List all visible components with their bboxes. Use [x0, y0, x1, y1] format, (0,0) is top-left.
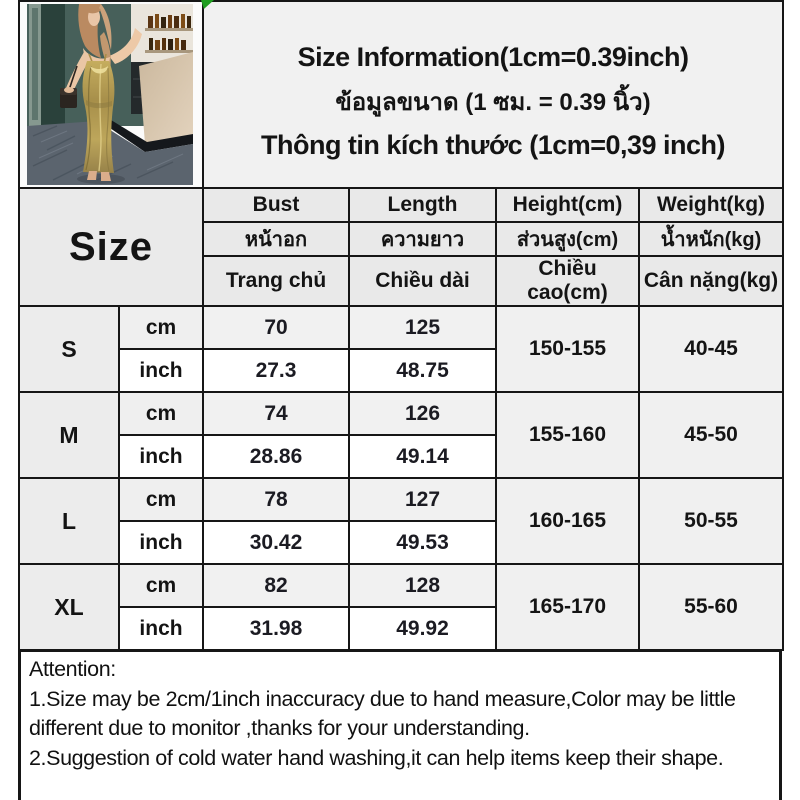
size-label-l: L: [19, 478, 119, 564]
size-label-s: S: [19, 306, 119, 392]
size-info-title-stack: [204, 28, 782, 161]
size-info-title-cell: [203, 1, 783, 188]
attention-box: [18, 649, 782, 800]
col-header-height-vi: Chiều cao(cm): [496, 256, 639, 306]
unit-inch: inch: [119, 521, 203, 564]
xl-height: 165-170: [496, 564, 639, 650]
l-bust-inch: 30.42: [203, 521, 349, 564]
unit-cm: cm: [119, 564, 203, 607]
title-english: Size Information(1cm=0.39inch): [297, 42, 689, 72]
l-bust-cm: 78: [203, 478, 349, 521]
col-header-weight-vi: Cân nặng(kg): [639, 256, 783, 306]
product-photo: [20, 2, 200, 187]
l-height: 160-165: [496, 478, 639, 564]
xl-length-inch: 49.92: [349, 607, 496, 650]
l-weight: 50-55: [639, 478, 783, 564]
l-length-inch: 49.53: [349, 521, 496, 564]
s-bust-cm: 70: [203, 306, 349, 349]
row-s-cm: [19, 306, 783, 349]
col-header-bust-vi: Trang chủ: [203, 256, 349, 306]
col-header-length-vi: Chiều dài: [349, 256, 496, 306]
col-header-weight-en: Weight(kg): [639, 188, 783, 222]
s-bust-inch: 27.3: [203, 349, 349, 392]
size-table: [18, 0, 784, 651]
top-row: [19, 1, 783, 188]
size-chart-sheet: [18, 0, 782, 800]
row-m-cm: [19, 392, 783, 435]
m-bust-cm: 74: [203, 392, 349, 435]
title-thai: ข้อมูลขนาด (1 ซม. = 0.39 นิ้ว): [335, 89, 651, 116]
xl-bust-inch: 31.98: [203, 607, 349, 650]
model-photo-illustration: [27, 4, 193, 185]
attention-line-1: 1.Size may be 2cm/1inch inaccuracy due to hand measure,Color may be little different due to monitor ,thanks for your understanding.: [29, 686, 736, 741]
m-length-inch: 49.14: [349, 435, 496, 478]
header-row-english: [19, 188, 783, 222]
size-label-xl: XL: [19, 564, 119, 650]
xl-bust-cm: 82: [203, 564, 349, 607]
size-label-m: M: [19, 392, 119, 478]
product-photo-cell: [19, 1, 203, 188]
s-length-cm: 125: [349, 306, 496, 349]
col-header-height-th: ส่วนสูง(cm): [496, 222, 639, 256]
col-header-length-th: ความยาว: [349, 222, 496, 256]
m-bust-inch: 28.86: [203, 435, 349, 478]
unit-inch: inch: [119, 607, 203, 650]
col-header-weight-th: น้ำหนัก(kg): [639, 222, 783, 256]
s-height: 150-155: [496, 306, 639, 392]
m-weight: 45-50: [639, 392, 783, 478]
title-vietnamese: Thông tin kích thước (1cm=0,39 inch): [260, 130, 726, 160]
col-header-length-en: Length: [349, 188, 496, 222]
l-length-cm: 127: [349, 478, 496, 521]
m-height: 155-160: [496, 392, 639, 478]
row-xl-cm: [19, 564, 783, 607]
attention-heading: Attention:: [29, 657, 116, 681]
row-l-cm: [19, 478, 783, 521]
unit-inch: inch: [119, 349, 203, 392]
attention-line-2: 2.Suggestion of cold water hand washing,it can help items keep their shape.: [29, 745, 724, 770]
size-header-cell: Size: [19, 188, 203, 306]
unit-cm: cm: [119, 392, 203, 435]
unit-cm: cm: [119, 478, 203, 521]
xl-weight: 55-60: [639, 564, 783, 650]
xl-length-cm: 128: [349, 564, 496, 607]
s-weight: 40-45: [639, 306, 783, 392]
col-header-height-en: Height(cm): [496, 188, 639, 222]
unit-cm: cm: [119, 306, 203, 349]
col-header-bust-th: หน้าอก: [203, 222, 349, 256]
unit-inch: inch: [119, 435, 203, 478]
s-length-inch: 48.75: [349, 349, 496, 392]
m-length-cm: 126: [349, 392, 496, 435]
col-header-bust-en: Bust: [203, 188, 349, 222]
